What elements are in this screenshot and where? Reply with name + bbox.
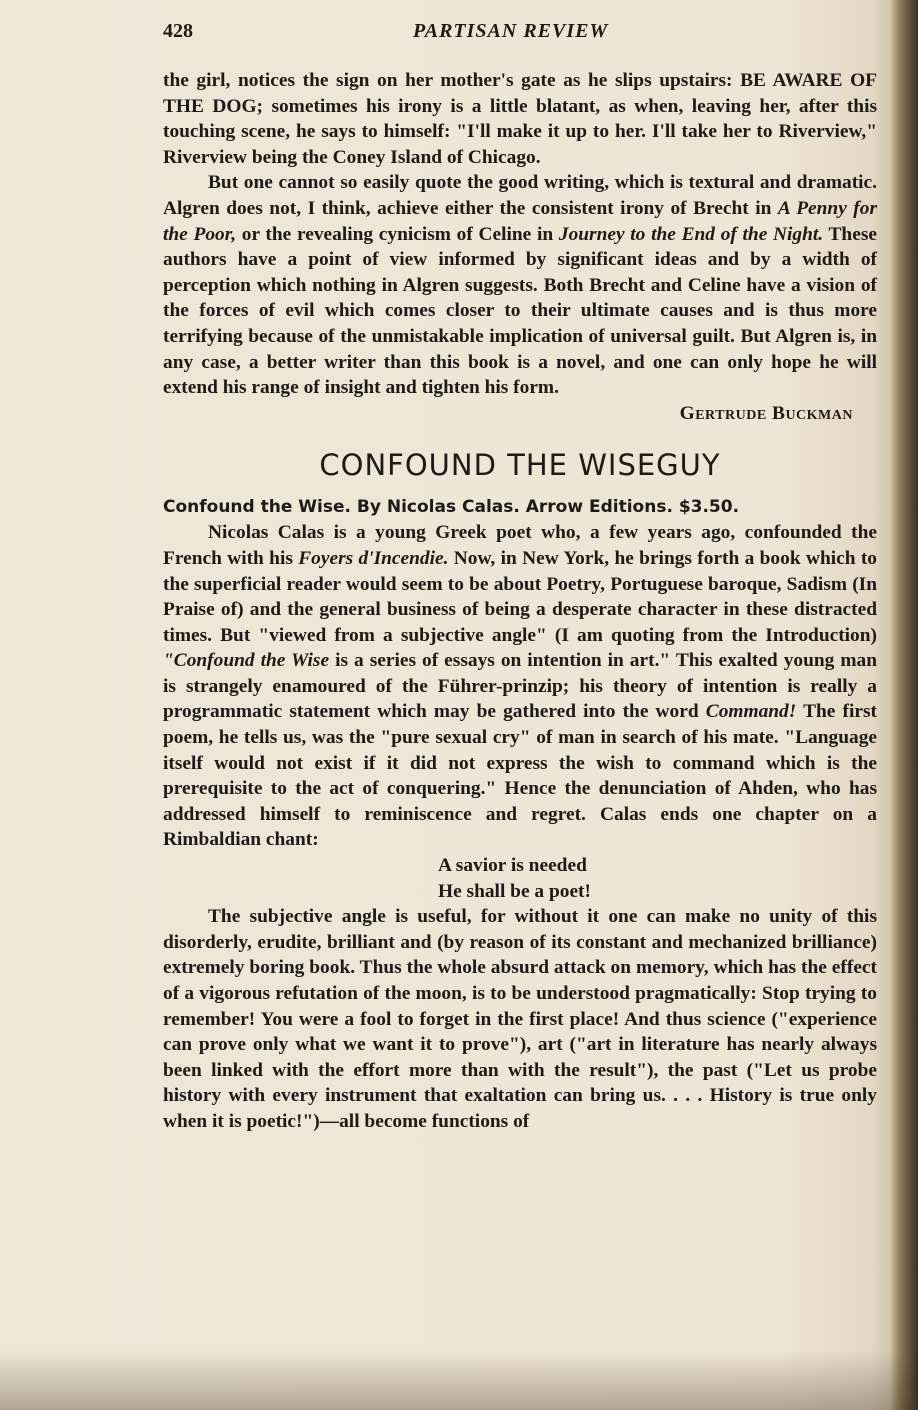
text-run: The first poem, he tells us, was the "pure sexual cry" of man in search of his mate. "Language itself would not exist if it did not express the wish to command which is the prerequisite to the act of conquering." Hence the denunciation of Ahden, who has addressed himself to reminiscence and regret. Calas ends one chapter on a Rimbaldian chant: — [163, 701, 877, 851]
page-number: 428 — [163, 20, 193, 42]
review-title: CONFOUND THE WISEGUY — [319, 448, 721, 483]
reviewer-signature: Gertrude Buckman — [679, 402, 853, 424]
text-run: is a series of essays on intention in art." This exalted young man is strangely enamoured of the Führer-prinzip; his theory of intention is really a programmatic statement which may be gathered into the word — [163, 650, 878, 723]
book-info: Confound the Wise. By Nicolas Calas. Arrow Editions. $3.50. — [163, 497, 740, 518]
book-title-italic: Journey to the End of the Night. — [558, 223, 824, 245]
body-text — [163, 68, 877, 1135]
book-title-italic: A Penny for the Poor, — [163, 197, 877, 245]
verse-line: A savior is needed — [438, 855, 587, 877]
text-run: or the revealing cynicism of Celine in — [236, 223, 559, 245]
paragraph — [163, 904, 877, 1134]
text-run: Now, in New York, he brings forth a book which to the superficial reader would seem to be about Poetry, Portuguese baroque, Sadism (In Praise of) and the general business of being a desperate character in these distracted times. But "viewed from a subjective angle" (I am quoting from the Introduction) — [163, 547, 877, 646]
text-run: These authors have a point of view informed by significant ideas and by a width of perception which nothing in Algren suggests. Both Brecht and Celine have a vision of the forces of evil which comes closer to their ultimate causes and is thus more terrifying because of the unmistakable implication of universal guilt. But Algren is, in any case, a better writer than this book is a novel, and one can only hope he will extend his range of insight and tighten his form. — [163, 223, 877, 399]
verse-line: He shall be a poet! — [438, 880, 591, 902]
text-run: Nicolas Calas is a young Greek poet who, a few years ago, confounded the French with his — [163, 522, 877, 569]
book-title-italic: "Confound the Wise — [163, 650, 330, 672]
paragraph — [163, 170, 877, 400]
text-run: But one cannot so easily quote the good writing, which is textural and dramatic. Algren does not, I think, achieve either the consistent irony of Brecht in — [163, 172, 877, 219]
text-run: the girl, notices the sign on her mother's gate as he slips upstairs: BE AWARE OF THE DOG; sometimes his irony is a little blatant, as when, leaving her, after this touching scene, he says to himself: "I'll make it up to her. I'll take her to Riverview," Riverview being the Coney Island of Chicago. — [163, 70, 877, 168]
page-bottom-shadow — [0, 1350, 918, 1410]
book-title-italic: Foyers d'Incendie. — [298, 547, 449, 569]
book-spine-shadow — [890, 0, 918, 1410]
page-header — [163, 20, 877, 50]
paragraph — [163, 520, 877, 853]
paragraph — [163, 68, 877, 170]
emphasis-italic: Command! — [705, 701, 797, 723]
running-title: PARTISAN REVIEW — [413, 20, 609, 42]
text-run: The subjective angle is useful, for without it one can make no unity of this disorderly, erudite, brilliant and (by reason of its constant and mechanized brilliance) extremely boring book. Thus the whole absurd attack on memory, which has the effect of a vigorous refutation of the moon, is to be understood pragmatically: Stop trying to remember! You were a fool to forget in the first place! And thus science ("experience can prove only what we want it to prove"), art ("art in literature has nearly always been linked with the effort more than with the result"), the past ("Let us probe history with every instrument that exaltation can bring us. . . . History is true only when it is poetic!")—all become functions of — [163, 906, 877, 1132]
